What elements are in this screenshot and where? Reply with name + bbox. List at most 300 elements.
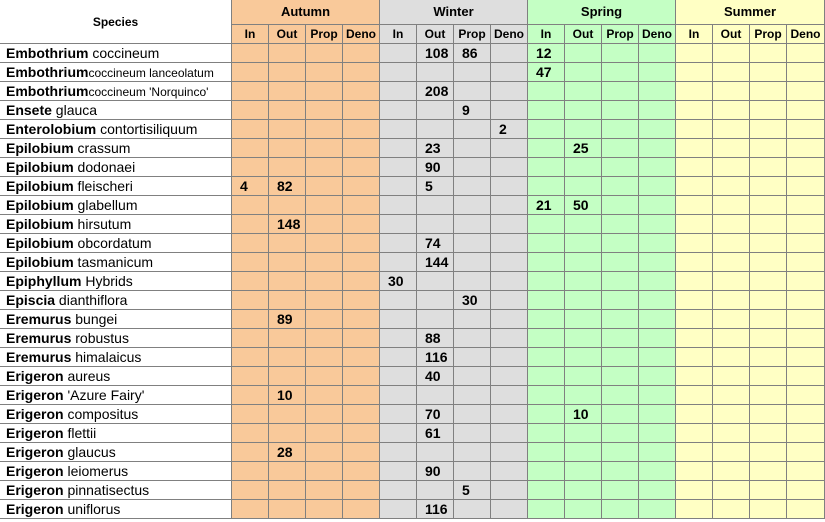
value-cell[interactable] (565, 63, 602, 82)
value-cell[interactable] (232, 234, 269, 253)
value-cell[interactable] (343, 310, 380, 329)
value-cell[interactable] (750, 329, 787, 348)
value-cell[interactable] (639, 196, 676, 215)
value-cell[interactable] (713, 500, 750, 519)
value-cell[interactable] (343, 500, 380, 519)
subcolumn-header-prop[interactable]: Prop (602, 25, 639, 44)
value-cell[interactable] (565, 253, 602, 272)
subcolumn-header-prop[interactable]: Prop (750, 25, 787, 44)
value-cell[interactable] (380, 139, 417, 158)
value-cell[interactable] (454, 424, 491, 443)
value-cell[interactable] (269, 196, 306, 215)
value-cell[interactable] (565, 82, 602, 101)
value-cell[interactable] (565, 310, 602, 329)
value-cell[interactable] (713, 82, 750, 101)
value-cell[interactable] (417, 215, 454, 234)
value-cell[interactable] (602, 386, 639, 405)
value-cell[interactable] (602, 272, 639, 291)
value-cell[interactable] (676, 82, 713, 101)
value-cell[interactable] (232, 44, 269, 63)
value-cell[interactable] (602, 405, 639, 424)
value-cell[interactable] (602, 443, 639, 462)
value-cell[interactable] (639, 310, 676, 329)
value-cell[interactable] (639, 253, 676, 272)
value-cell[interactable] (306, 234, 343, 253)
value-cell[interactable] (787, 272, 825, 291)
season-header-winter[interactable]: Winter (380, 0, 528, 25)
value-cell[interactable] (491, 234, 528, 253)
value-cell[interactable] (454, 500, 491, 519)
value-cell[interactable] (343, 63, 380, 82)
value-cell[interactable] (676, 120, 713, 139)
value-cell[interactable] (639, 158, 676, 177)
value-cell[interactable] (343, 177, 380, 196)
value-cell[interactable] (750, 348, 787, 367)
value-cell[interactable] (676, 139, 713, 158)
value-cell[interactable] (565, 329, 602, 348)
species-name-cell[interactable] (0, 63, 232, 82)
value-cell[interactable]: 21 (528, 196, 565, 215)
value-cell[interactable] (713, 386, 750, 405)
value-cell[interactable] (454, 443, 491, 462)
value-cell[interactable] (269, 139, 306, 158)
value-cell[interactable] (528, 329, 565, 348)
value-cell[interactable] (528, 386, 565, 405)
value-cell[interactable] (269, 234, 306, 253)
value-cell[interactable] (306, 101, 343, 120)
value-cell[interactable] (713, 272, 750, 291)
value-cell[interactable] (676, 405, 713, 424)
value-cell[interactable] (269, 272, 306, 291)
value-cell[interactable] (602, 82, 639, 101)
value-cell[interactable] (491, 177, 528, 196)
value-cell[interactable] (306, 405, 343, 424)
value-cell[interactable] (750, 272, 787, 291)
value-cell[interactable] (380, 196, 417, 215)
value-cell[interactable] (602, 329, 639, 348)
species-name-cell[interactable] (0, 139, 232, 158)
value-cell[interactable] (565, 44, 602, 63)
value-cell[interactable] (602, 500, 639, 519)
value-cell[interactable]: 74 (417, 234, 454, 253)
subcolumn-header-deno[interactable]: Deno (639, 25, 676, 44)
value-cell[interactable] (454, 196, 491, 215)
value-cell[interactable] (232, 481, 269, 500)
value-cell[interactable] (380, 120, 417, 139)
value-cell[interactable]: 40 (417, 367, 454, 386)
value-cell[interactable]: 70 (417, 405, 454, 424)
value-cell[interactable] (380, 348, 417, 367)
value-cell[interactable] (380, 386, 417, 405)
value-cell[interactable] (454, 462, 491, 481)
value-cell[interactable] (750, 63, 787, 82)
value-cell[interactable] (454, 120, 491, 139)
subcolumn-header-prop[interactable]: Prop (306, 25, 343, 44)
value-cell[interactable] (343, 348, 380, 367)
value-cell[interactable] (306, 158, 343, 177)
value-cell[interactable] (713, 196, 750, 215)
value-cell[interactable] (306, 310, 343, 329)
value-cell[interactable] (787, 158, 825, 177)
value-cell[interactable] (602, 101, 639, 120)
value-cell[interactable]: 116 (417, 348, 454, 367)
value-cell[interactable] (491, 405, 528, 424)
value-cell[interactable] (491, 462, 528, 481)
value-cell[interactable] (232, 500, 269, 519)
species-name-cell[interactable] (0, 405, 232, 424)
value-cell[interactable] (380, 329, 417, 348)
value-cell[interactable] (602, 44, 639, 63)
value-cell[interactable] (713, 462, 750, 481)
value-cell[interactable] (343, 101, 380, 120)
species-name-cell[interactable] (0, 424, 232, 443)
value-cell[interactable] (639, 386, 676, 405)
value-cell[interactable] (343, 367, 380, 386)
value-cell[interactable] (380, 424, 417, 443)
species-name-cell[interactable] (0, 234, 232, 253)
value-cell[interactable] (750, 386, 787, 405)
value-cell[interactable] (676, 329, 713, 348)
value-cell[interactable] (417, 291, 454, 310)
value-cell[interactable] (232, 120, 269, 139)
value-cell[interactable] (454, 405, 491, 424)
value-cell[interactable] (269, 424, 306, 443)
value-cell[interactable]: 5 (417, 177, 454, 196)
value-cell[interactable] (232, 253, 269, 272)
value-cell[interactable]: 86 (454, 44, 491, 63)
value-cell[interactable] (232, 462, 269, 481)
species-name-cell[interactable] (0, 329, 232, 348)
value-cell[interactable] (750, 196, 787, 215)
value-cell[interactable] (750, 310, 787, 329)
value-cell[interactable] (380, 500, 417, 519)
value-cell[interactable] (343, 291, 380, 310)
value-cell[interactable] (491, 443, 528, 462)
value-cell[interactable] (269, 253, 306, 272)
value-cell[interactable] (713, 443, 750, 462)
value-cell[interactable] (787, 367, 825, 386)
value-cell[interactable] (676, 253, 713, 272)
value-cell[interactable] (343, 215, 380, 234)
value-cell[interactable] (565, 158, 602, 177)
value-cell[interactable]: 12 (528, 44, 565, 63)
value-cell[interactable] (380, 158, 417, 177)
value-cell[interactable] (454, 158, 491, 177)
value-cell[interactable] (565, 386, 602, 405)
value-cell[interactable] (380, 310, 417, 329)
value-cell[interactable] (269, 367, 306, 386)
value-cell[interactable] (417, 196, 454, 215)
value-cell[interactable] (380, 443, 417, 462)
species-name-cell[interactable] (0, 253, 232, 272)
value-cell[interactable] (491, 291, 528, 310)
value-cell[interactable]: 30 (454, 291, 491, 310)
value-cell[interactable] (491, 63, 528, 82)
value-cell[interactable] (343, 253, 380, 272)
value-cell[interactable] (713, 120, 750, 139)
value-cell[interactable]: 5 (454, 481, 491, 500)
value-cell[interactable] (602, 462, 639, 481)
value-cell[interactable] (639, 462, 676, 481)
value-cell[interactable] (750, 44, 787, 63)
value-cell[interactable]: 90 (417, 158, 454, 177)
value-cell[interactable] (491, 329, 528, 348)
value-cell[interactable] (787, 120, 825, 139)
value-cell[interactable] (565, 481, 602, 500)
value-cell[interactable] (639, 234, 676, 253)
value-cell[interactable] (565, 177, 602, 196)
value-cell[interactable] (750, 500, 787, 519)
value-cell[interactable] (343, 424, 380, 443)
value-cell[interactable] (232, 443, 269, 462)
value-cell[interactable] (491, 82, 528, 101)
value-cell[interactable] (750, 139, 787, 158)
value-cell[interactable] (676, 310, 713, 329)
value-cell[interactable] (528, 272, 565, 291)
value-cell[interactable]: 208 (417, 82, 454, 101)
value-cell[interactable] (306, 462, 343, 481)
value-cell[interactable]: 47 (528, 63, 565, 82)
value-cell[interactable] (232, 101, 269, 120)
value-cell[interactable] (454, 139, 491, 158)
value-cell[interactable] (787, 310, 825, 329)
subcolumn-header-deno[interactable]: Deno (343, 25, 380, 44)
subcolumn-header-prop[interactable]: Prop (454, 25, 491, 44)
value-cell[interactable] (417, 443, 454, 462)
value-cell[interactable] (454, 367, 491, 386)
value-cell[interactable] (491, 215, 528, 234)
value-cell[interactable] (528, 139, 565, 158)
subcolumn-header-in[interactable]: In (676, 25, 713, 44)
value-cell[interactable] (269, 348, 306, 367)
value-cell[interactable] (343, 462, 380, 481)
species-name-cell[interactable] (0, 177, 232, 196)
value-cell[interactable] (528, 310, 565, 329)
value-cell[interactable] (380, 44, 417, 63)
value-cell[interactable]: 61 (417, 424, 454, 443)
value-cell[interactable] (713, 424, 750, 443)
value-cell[interactable] (306, 348, 343, 367)
value-cell[interactable] (676, 177, 713, 196)
value-cell[interactable] (232, 348, 269, 367)
value-cell[interactable] (713, 139, 750, 158)
value-cell[interactable] (269, 158, 306, 177)
value-cell[interactable] (380, 367, 417, 386)
value-cell[interactable] (491, 481, 528, 500)
value-cell[interactable] (306, 443, 343, 462)
value-cell[interactable] (454, 63, 491, 82)
value-cell[interactable] (306, 329, 343, 348)
value-cell[interactable] (417, 101, 454, 120)
value-cell[interactable] (639, 215, 676, 234)
value-cell[interactable]: 9 (454, 101, 491, 120)
subcolumn-header-in[interactable]: In (380, 25, 417, 44)
subcolumn-header-deno[interactable]: Deno (787, 25, 825, 44)
value-cell[interactable] (232, 367, 269, 386)
value-cell[interactable] (750, 405, 787, 424)
value-cell[interactable] (713, 253, 750, 272)
value-cell[interactable] (232, 215, 269, 234)
value-cell[interactable] (639, 272, 676, 291)
value-cell[interactable] (454, 272, 491, 291)
value-cell[interactable]: 144 (417, 253, 454, 272)
subcolumn-header-in[interactable]: In (528, 25, 565, 44)
species-name-cell[interactable] (0, 44, 232, 63)
value-cell[interactable] (269, 481, 306, 500)
value-cell[interactable] (639, 348, 676, 367)
value-cell[interactable] (713, 310, 750, 329)
season-header-autumn[interactable]: Autumn (232, 0, 380, 25)
season-header-spring[interactable]: Spring (528, 0, 676, 25)
value-cell[interactable]: 28 (269, 443, 306, 462)
value-cell[interactable] (639, 44, 676, 63)
value-cell[interactable]: 89 (269, 310, 306, 329)
value-cell[interactable] (639, 291, 676, 310)
value-cell[interactable] (787, 443, 825, 462)
value-cell[interactable] (491, 158, 528, 177)
value-cell[interactable] (380, 291, 417, 310)
value-cell[interactable] (491, 348, 528, 367)
value-cell[interactable] (787, 405, 825, 424)
value-cell[interactable] (639, 63, 676, 82)
value-cell[interactable] (787, 424, 825, 443)
value-cell[interactable] (676, 386, 713, 405)
value-cell[interactable] (232, 272, 269, 291)
value-cell[interactable] (306, 44, 343, 63)
value-cell[interactable] (232, 329, 269, 348)
value-cell[interactable] (787, 44, 825, 63)
value-cell[interactable] (343, 481, 380, 500)
value-cell[interactable] (787, 82, 825, 101)
value-cell[interactable] (343, 158, 380, 177)
value-cell[interactable] (565, 348, 602, 367)
value-cell[interactable] (380, 63, 417, 82)
value-cell[interactable] (565, 291, 602, 310)
value-cell[interactable] (713, 329, 750, 348)
value-cell[interactable] (602, 63, 639, 82)
subcolumn-header-out[interactable]: Out (713, 25, 750, 44)
value-cell[interactable] (343, 443, 380, 462)
value-cell[interactable] (676, 291, 713, 310)
value-cell[interactable] (787, 196, 825, 215)
value-cell[interactable]: 108 (417, 44, 454, 63)
value-cell[interactable] (602, 310, 639, 329)
value-cell[interactable] (528, 443, 565, 462)
value-cell[interactable] (787, 215, 825, 234)
value-cell[interactable] (676, 234, 713, 253)
value-cell[interactable] (232, 158, 269, 177)
species-name-cell[interactable] (0, 215, 232, 234)
subcolumn-header-out[interactable]: Out (565, 25, 602, 44)
value-cell[interactable] (269, 101, 306, 120)
value-cell[interactable] (343, 44, 380, 63)
value-cell[interactable] (380, 481, 417, 500)
value-cell[interactable] (380, 82, 417, 101)
value-cell[interactable] (491, 139, 528, 158)
value-cell[interactable] (306, 481, 343, 500)
value-cell[interactable] (380, 405, 417, 424)
value-cell[interactable] (750, 291, 787, 310)
species-name-cell[interactable] (0, 367, 232, 386)
value-cell[interactable] (269, 405, 306, 424)
value-cell[interactable] (528, 348, 565, 367)
value-cell[interactable] (380, 177, 417, 196)
species-header[interactable]: Species (0, 0, 232, 44)
value-cell[interactable] (306, 82, 343, 101)
species-name-cell[interactable] (0, 348, 232, 367)
value-cell[interactable] (565, 120, 602, 139)
species-name-cell[interactable] (0, 291, 232, 310)
value-cell[interactable] (306, 63, 343, 82)
value-cell[interactable] (750, 462, 787, 481)
value-cell[interactable] (417, 386, 454, 405)
value-cell[interactable] (232, 63, 269, 82)
value-cell[interactable] (750, 215, 787, 234)
value-cell[interactable] (232, 139, 269, 158)
value-cell[interactable] (639, 329, 676, 348)
value-cell[interactable] (417, 481, 454, 500)
value-cell[interactable] (713, 481, 750, 500)
species-name-cell[interactable] (0, 82, 232, 101)
value-cell[interactable] (676, 481, 713, 500)
value-cell[interactable]: 148 (269, 215, 306, 234)
value-cell[interactable] (750, 481, 787, 500)
value-cell[interactable] (602, 253, 639, 272)
value-cell[interactable] (676, 63, 713, 82)
species-name-cell[interactable] (0, 158, 232, 177)
value-cell[interactable] (306, 500, 343, 519)
value-cell[interactable] (565, 101, 602, 120)
species-name-cell[interactable] (0, 462, 232, 481)
value-cell[interactable] (639, 481, 676, 500)
species-name-cell[interactable] (0, 101, 232, 120)
value-cell[interactable] (232, 310, 269, 329)
value-cell[interactable] (639, 177, 676, 196)
subcolumn-header-in[interactable]: In (232, 25, 269, 44)
value-cell[interactable] (639, 500, 676, 519)
value-cell[interactable] (528, 158, 565, 177)
value-cell[interactable]: 10 (269, 386, 306, 405)
value-cell[interactable] (454, 386, 491, 405)
value-cell[interactable] (565, 272, 602, 291)
value-cell[interactable] (750, 101, 787, 120)
value-cell[interactable] (787, 234, 825, 253)
value-cell[interactable] (787, 177, 825, 196)
value-cell[interactable] (269, 500, 306, 519)
value-cell[interactable] (750, 253, 787, 272)
value-cell[interactable] (787, 101, 825, 120)
value-cell[interactable]: 50 (565, 196, 602, 215)
value-cell[interactable] (343, 120, 380, 139)
value-cell[interactable] (602, 139, 639, 158)
value-cell[interactable]: 88 (417, 329, 454, 348)
value-cell[interactable] (750, 82, 787, 101)
value-cell[interactable] (380, 253, 417, 272)
subcolumn-header-deno[interactable]: Deno (491, 25, 528, 44)
value-cell[interactable] (528, 500, 565, 519)
value-cell[interactable] (713, 177, 750, 196)
value-cell[interactable] (713, 291, 750, 310)
value-cell[interactable] (528, 177, 565, 196)
value-cell[interactable] (676, 215, 713, 234)
value-cell[interactable]: 90 (417, 462, 454, 481)
value-cell[interactable] (639, 405, 676, 424)
value-cell[interactable] (380, 215, 417, 234)
subcolumn-header-out[interactable]: Out (417, 25, 454, 44)
value-cell[interactable] (454, 253, 491, 272)
value-cell[interactable] (787, 348, 825, 367)
value-cell[interactable]: 30 (380, 272, 417, 291)
